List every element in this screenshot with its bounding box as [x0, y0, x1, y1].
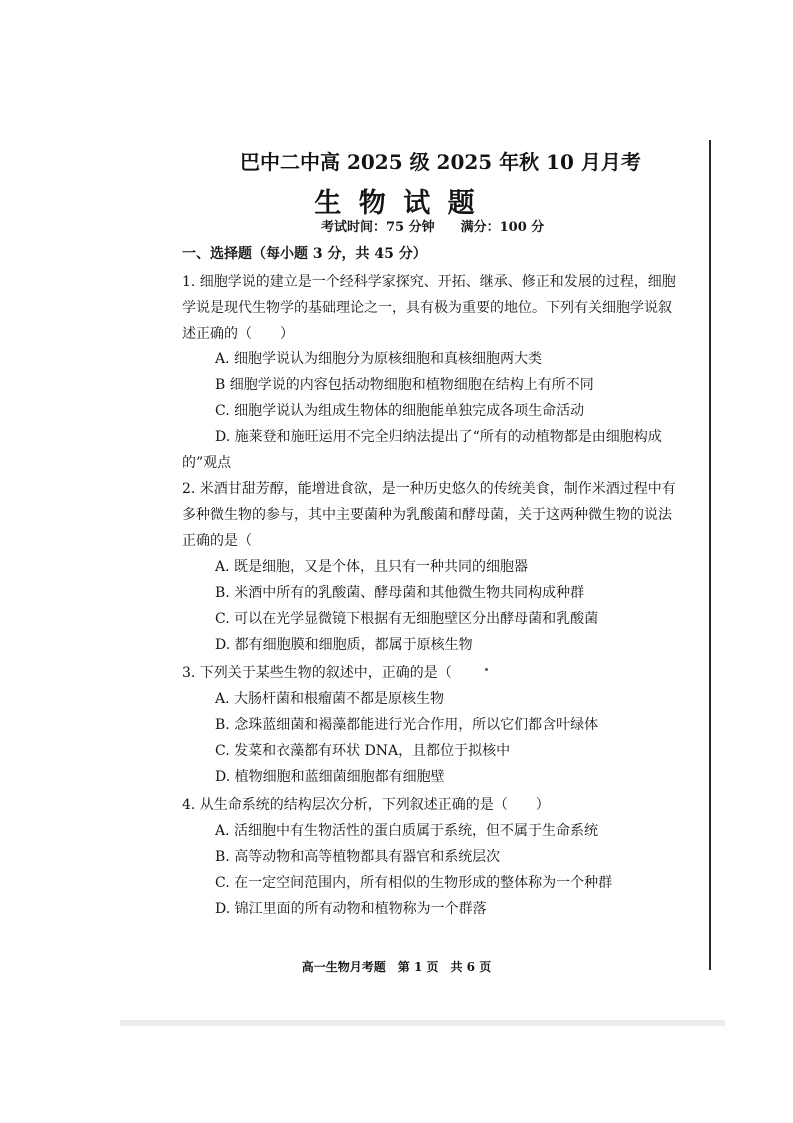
question-1-option-a: A. 细胞学说认为细胞分为原核细胞和真核细胞两大类: [215, 351, 543, 367]
question-1-option-d-continued: 的”观点: [182, 455, 232, 471]
question-2-option-b: B. 米酒中所有的乳酸菌、酵母菌和其他微生物共同构成种群: [215, 585, 585, 601]
question-4-option-b: B. 高等动物和高等植物都具有器官和系统层次: [215, 849, 501, 865]
question-3-option-b: B. 念珠蓝细菌和褐藻都能进行光合作用，所以它们都含叶绿体: [215, 717, 599, 733]
question-4-option-a: A. 活细胞中有生物活性的蛋白质属于系统，但不属于生命系统: [215, 823, 599, 839]
question-4-option-d: D. 锦江里面的所有动物和植物称为一个群落: [215, 901, 487, 917]
question-1-option-b: B 细胞学说的内容包括动物细胞和植物细胞在结构上有所不同: [215, 377, 594, 393]
question-1-stem: 1. 细胞学说的建立是一个经科学家探究、开拓、继承、修正和发展的过程，细胞学说是现代生物学的基础理论之一，具有极为重要的地位。下列有关细胞学说叙述正确的（ ）: [182, 274, 676, 342]
question-2-option-c: C. 可以在光学显微镜下根据有无细胞壁区分出酵母菌和乳酸菌: [215, 611, 599, 627]
question-2-stem: 2. 米酒甘甜芳醇，能增进食欲，是一种历史悠久的传统美食，制作米酒过程中有多种微生物的参与，其中主要菌种为乳酸菌和酵母菌，关于这两种微生物的说法正确的是（: [182, 481, 676, 549]
question-1-option-c: C. 细胞学说认为组成生物体的细胞能单独完成各项生命活动: [215, 403, 585, 419]
question-4-stem: 4. 从生命系统的结构层次分析，下列叙述正确的是（ ）: [182, 797, 550, 813]
exam-time: 考试时间：75 分钟: [321, 220, 435, 235]
section-heading: 一、选择题（每小题 3 分，共 45 分）: [182, 246, 427, 262]
exam-meta: [321, 216, 544, 235]
question-3-stem: 3. 下列关于某些生物的叙述中，正确的是（: [182, 665, 452, 681]
page-footer: 高一生物月考题 第 1 页 共 6 页: [301, 960, 492, 974]
question-4-option-c: C. 在一定空间范围内，所有相似的生物形成的整体称为一个种群: [215, 875, 613, 891]
question-2-option-a: A. 既是细胞，又是个体，且只有一种共同的细胞器: [215, 559, 529, 575]
question-3-option-a: A. 大肠杆菌和根瘤菌不都是原核生物: [215, 691, 445, 707]
exam-subject: 生 物 试 题: [314, 188, 479, 219]
exam-title: 巴中二中高 2025 级 2025 年秋 10 月月考: [240, 150, 641, 174]
scan-speck: [485, 668, 488, 671]
exam-score: 满分：100 分: [460, 220, 545, 235]
question-3-option-d: D. 植物细胞和蓝细菌细胞都有细胞壁: [215, 769, 445, 785]
question-2-option-d: D. 都有细胞膜和细胞质，都属于原核生物: [215, 637, 473, 653]
page-bottom-shadow: [120, 1020, 725, 1026]
question-1-option-d: D. 施莱登和施旺运用不完全归纳法提出了“所有的动植物都是由细胞构成: [215, 429, 662, 445]
question-3-option-c: C. 发菜和衣藻都有环状 DNA，且都位于拟核中: [215, 743, 511, 759]
page-edge-line: [709, 140, 711, 970]
